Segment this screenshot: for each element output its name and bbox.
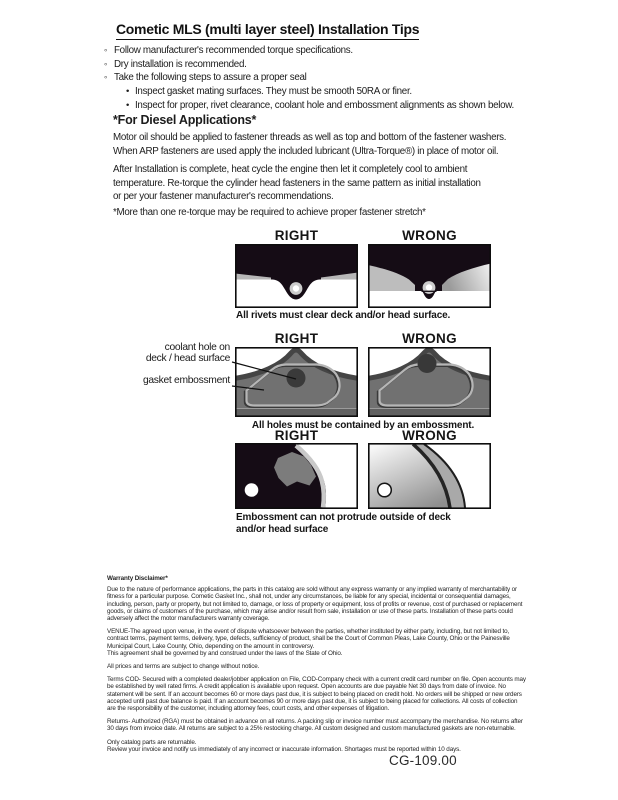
retorque-note: *More than one re-torque may be required to achieve proper fastener stretch* <box>113 207 426 218</box>
paragraph-line: temperature. Re-torque the cylinder head fasteners in the same pattern as initial installation <box>113 177 481 189</box>
installation-tips-list <box>104 44 514 113</box>
page-title: Cometic MLS (multi layer steel) Installation Tips <box>116 21 419 40</box>
fineprint-line: This agreement shall be governed by and construed under the laws of the State of Ohio. <box>107 649 343 657</box>
fineprint-line: fitness for a particular purpose. Cometic Gasket Inc., shall not, under any circumstances, be liable for any special, incidental or consequential damages, <box>107 593 511 601</box>
right-label: RIGHT <box>274 228 319 243</box>
fineprint-line: Returns- Authorized (RGA) must be obtained in advance on all returns. A packing slip or invoice number must accompany the merchandise. No returns after <box>107 718 523 726</box>
tip-line: ◦ Dry installation is recommended. <box>104 58 514 72</box>
diagram-protrusion-wrong <box>368 443 491 509</box>
disclaimer-heading: Warranty Disclaimer* <box>107 575 168 582</box>
page-code: CG-109.00 <box>389 753 457 768</box>
wrong-label: WRONG <box>402 331 457 346</box>
annotation-line: deck / head surface <box>145 353 230 364</box>
venue-paragraph <box>107 628 547 657</box>
paragraph-line: Motor oil should be applied to fastener threads as well as top and bottom of the fastener washers. <box>113 132 507 143</box>
fineprint-line: Municipal Court, Lake County, Ohio, depending on the amount in controversy. <box>107 642 315 650</box>
fineprint-line: accepted until past due balance is paid. If an account becomes 90 or more days past due, it is subject to being placed for collections. All costs of collection <box>107 697 518 705</box>
diagram-rivet-clearance-right <box>235 244 358 308</box>
fineprint-line: are the responsibility of the customer, including attorney fees, court costs, and other expenses of litigation. <box>107 705 390 713</box>
tip-line: ◦ Follow manufacturer's recommended torque specifications. <box>104 44 514 58</box>
diesel-paragraph-2 <box>113 163 481 204</box>
terms-paragraph <box>107 676 547 712</box>
paragraph-line: After Installation is complete, heat cycle the engine then let it completely cool to ambient <box>113 164 468 175</box>
disclaimer-paragraph <box>107 586 547 622</box>
fineprint-line: Review your invoice and notify us immediately of any incorrect or inaccurate information. Shortages must be reported within 10 days. <box>107 745 461 753</box>
bolt-hole-icon <box>378 483 392 497</box>
tip-line: ◦ Take the following steps to assure a proper seal <box>104 71 514 85</box>
diagram-embossment-wrong <box>368 347 491 417</box>
tip-subline: • Inspect for proper, rivet clearance, coolant hole and embossment alignments as shown below. <box>126 99 514 113</box>
caption-line: and/or head surface <box>236 523 329 535</box>
fineprint-line: VENUE-The agreed upon venue, in the event of dispute whatsoever between the parties, whether instituted by either party, including, but not limited to, <box>107 628 510 636</box>
fineprint-line: goods, or claims of customers of the purchase, which may arise and/or result from sale, installation or use of these parts. Installation of these parts could <box>107 607 513 615</box>
warranty-disclaimer <box>107 575 547 759</box>
leader-lines <box>230 340 310 396</box>
fineprint-line: Only catalog parts are returnable. <box>107 738 197 746</box>
annotation-coolant-hole <box>112 342 230 364</box>
tip-subline: • Inspect gasket mating surfaces. They must be smooth 50RA or finer. <box>126 85 514 99</box>
fineprint-line: adversely affect the motor manufacturers warranty coverage. <box>107 615 270 623</box>
fineprint-line: Due to the nature of performance applications, the parts in this catalog are sold without any express warranty or any implied warranty of merchantability or <box>107 586 518 594</box>
paragraph-line: When ARP fasteners are used apply the included lubricant (Ultra-Torque®) in place of motor oil. <box>113 145 499 157</box>
wrong-label: WRONG <box>402 228 457 243</box>
right-label: RIGHT <box>274 331 319 346</box>
prices-paragraph: All prices and terms are subject to change without notice. <box>107 663 260 671</box>
fineprint-line: be established by well rated firms. A credit application is available upon request. Open accounts are due payable Net 30 days from date of invoice. No <box>107 683 506 691</box>
returns-paragraph <box>107 718 547 732</box>
annotation-gasket-embossment: gasket embossment <box>142 375 230 386</box>
fineprint-line: Terms COD- Secured with a completed dealer/jobber application on File, COD-Company check with a current credit card number on file. Open accounts may <box>107 676 526 684</box>
right-label: RIGHT <box>274 428 319 443</box>
figure-caption-protrusion <box>236 512 451 535</box>
fineprint-line: contract terms, payment terms, delivery, type, defects, sufficiency of product, shall be the Court of Common Pleas, Lake County, Ohio or the Painesville <box>107 635 510 643</box>
diagram-rivet-clearance-wrong <box>368 244 491 308</box>
wrong-label: WRONG <box>402 428 457 443</box>
diagram-protrusion-right <box>235 443 358 509</box>
coolant-hole-icon <box>418 354 437 373</box>
bolt-hole-icon <box>245 483 259 497</box>
fineprint-line: including, person, party or property, but not limited to, damage, or loss of property or equipment, loss of profits or revenue, cost of purchased or replacement <box>107 600 523 608</box>
annotation-line: coolant hole on <box>164 342 230 353</box>
fineprint-line: 30 days from invoice date. All returns are subject to a 25% restocking charge. All custom designed and custom manufactured gaskets are non-returnable. <box>107 725 516 733</box>
fineprint-line: statement will be sent. If an account becomes 60 or more days past due, it is subject to being placed on credit hold. No orders will be shipped or new orders <box>107 690 522 698</box>
returnable-paragraph <box>107 739 547 753</box>
diesel-heading: *For Diesel Applications* <box>113 113 257 127</box>
paragraph-line: or per your fastener manufacturer's recommendations. <box>113 191 334 203</box>
diesel-paragraph-1 <box>113 131 506 158</box>
figure-caption-holes: All holes must be contained by an embossment. <box>251 420 475 431</box>
figure-caption-rivets: All rivets must clear deck and/or head surface. <box>236 310 451 321</box>
caption-line: Embossment can not protrude outside of deck <box>236 512 451 523</box>
